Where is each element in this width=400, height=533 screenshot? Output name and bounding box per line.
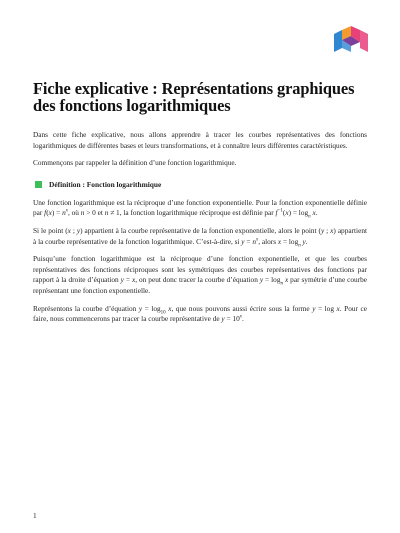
page-title: Fiche explicative : Représentations graphiques des fonctions logarithmiques: [33, 79, 355, 115]
representation-paragraph: Représentons la courbe d’équation $y = \log_{10} x$, que nous pouvons aussi écrire sous la forme y = log x. Pour ce faire, nous commencerons par tracer la courbe représentative de $y = 10^x$.: [33, 303, 367, 324]
green-square-icon: [35, 181, 42, 188]
point-paragraph: Si le point (x ; y) appartient à la courbe représentative de la fonction exponentielle, alors le point (y ; x) appartient à la courbe représentative de la fonction logarithmique. C’est-à-dire, si $y = n^x$, alors $x = \log_n y$.: [33, 225, 367, 249]
brand-logo: [334, 26, 368, 52]
symmetry-paragraph: Puisqu’une fonction logarithmique est la réciproque d’une fonction exponentielle, et que les courbes représentatives des fonctions réciproques sont les symétriques des courbes représentatives des fonctions par rapport à la droite d’équation y = x, on peut donc tracer la courbe d’équation $y = \log_n x$ par symétrie d’une courbe représentant une fonction exponentielle.: [33, 254, 368, 295]
definition-heading: [33, 180, 367, 189]
recall-paragraph: Commençons par rappeler la définition d’une fonction logarithmique.: [33, 158, 237, 168]
page-number: 1: [33, 511, 37, 520]
definition-paragraph: Une fonction logarithmique est la réciproque d’une fonction exponentielle. Pour la fonction exponentielle définie par $f(x) = n^x$, où n > 0 et n ≠ 1, la fonction logarithmique réciproque est définie par $f^{-1}(x) = \log_n x$.: [33, 197, 367, 220]
intro-paragraph: Dans cette fiche explicative, nous allons apprendre à tracer les courbes représentatives des fonctions logarithmiques de différentes bases et leurs transformations, et à connaître leurs différentes caractéristiques.: [33, 130, 367, 150]
definition-heading-text: Définition : Fonction logarithmique: [49, 179, 162, 189]
document-body: [33, 80, 367, 325]
